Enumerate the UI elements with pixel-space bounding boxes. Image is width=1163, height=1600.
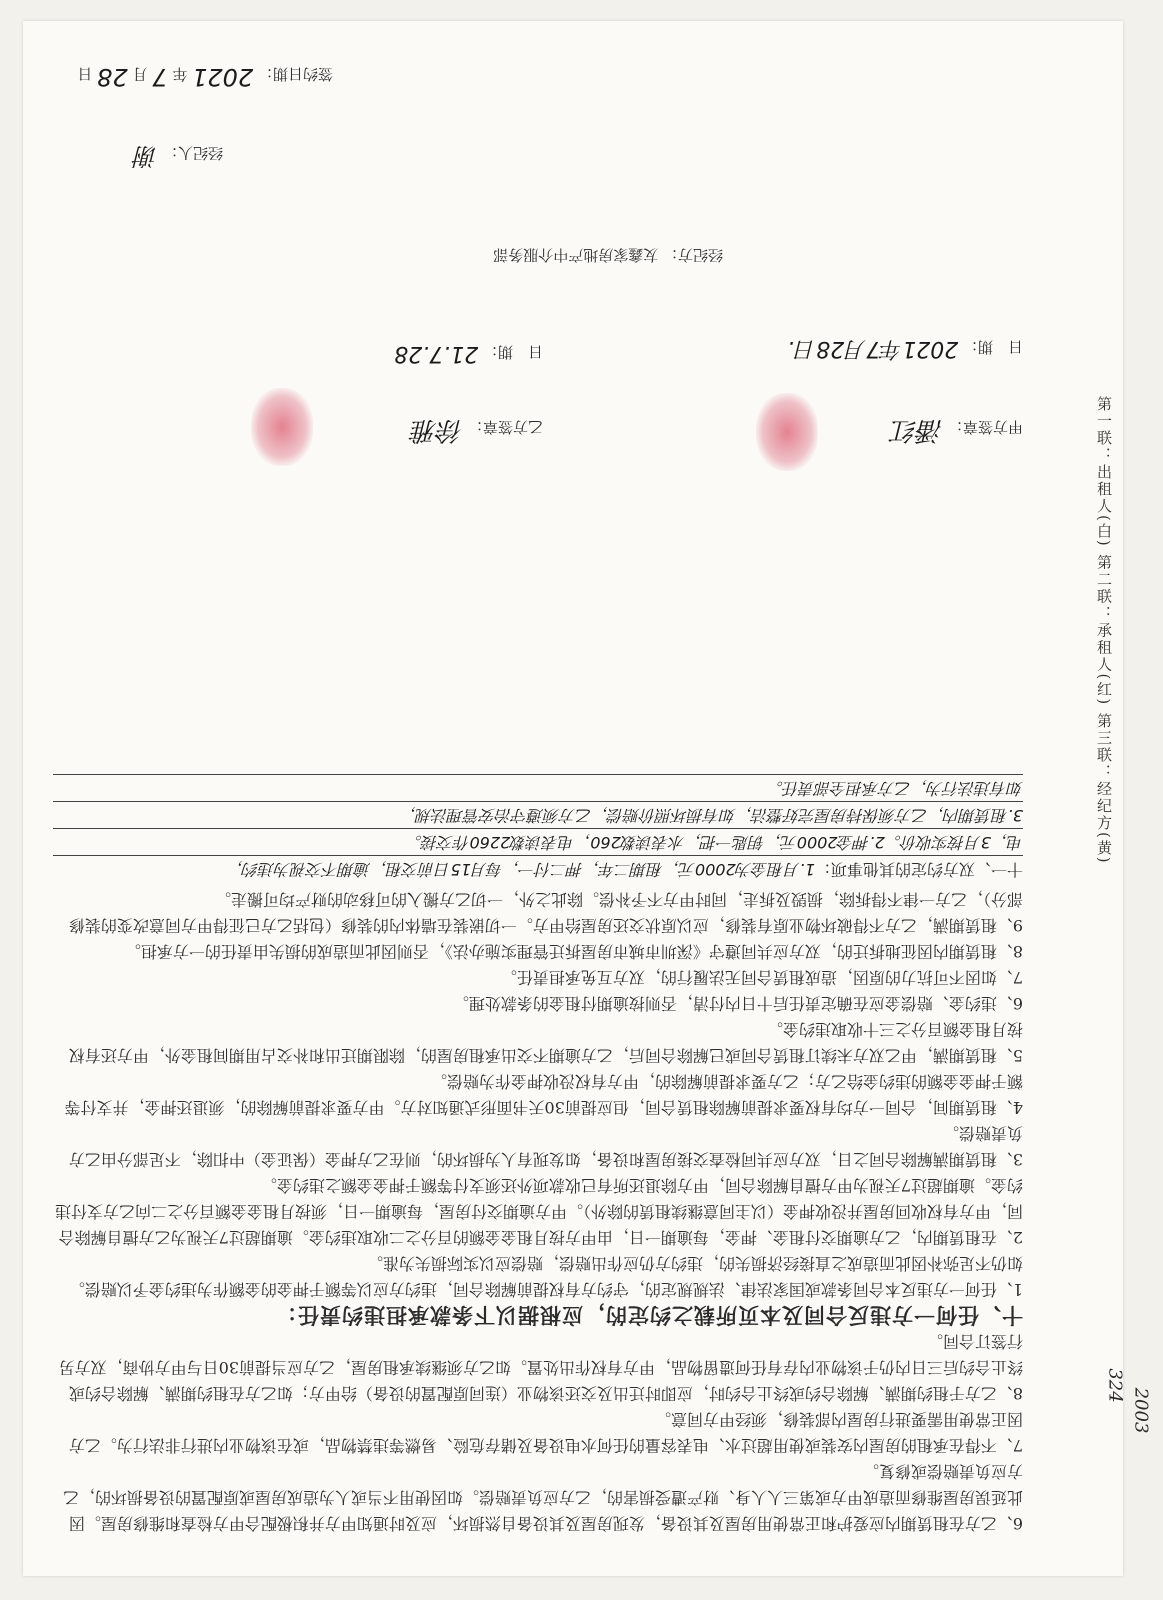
agent-company-label: 经纪方： (662, 246, 723, 264)
fingerprint-a (756, 393, 818, 471)
sign-date-day: 28 (97, 63, 128, 91)
date-b: 21.7.28 (394, 341, 479, 366)
agent-broker-label: 经纪人： (162, 144, 223, 162)
s10-item-6: 6、违约金、赔偿金应在确定责任后十日内付清，否则按逾期付租金的条款处理。 (452, 994, 1023, 1013)
handwritten-line-3: 3.租赁期内，乙方须保持房屋完好整洁，如有损坏照价赔偿，乙方须遵守治安管理法规， (53, 801, 1023, 828)
agent-broker-row (134, 141, 223, 176)
party-a-label: 甲方签章： (947, 418, 1023, 436)
s10-item-7: 7、如因不可抗力的原因，造成租赁合同无法履行的，双方互免承担责任。 (500, 968, 1023, 987)
s10-item-2: 2、在租赁期内，乙方逾期交付租金、押金，每逾期一日，由甲方按月租金金额的百分之二收取违约金。逾期超过7天视为乙方擅自解除合同，甲方有权收回房屋并没收押金（以主同意继续租赁的除外）。甲方逾期交付房屋，每逾期一日，须按月租金金额百分之二向乙方支付违约金。逾期超过7天视为甲方擅自解除合同，甲方除退还所有已收款项外还须支付等额于押金金额之违约金。 (54, 1176, 1023, 1247)
margin-note-b: 2003 (1130, 1387, 1152, 1434)
sign-date-day-unit: 日 (77, 65, 93, 83)
date-a-label: 日 期： (962, 338, 1023, 356)
date-b-row (394, 341, 543, 366)
sign-date-month-unit: 月 (132, 65, 148, 83)
s10-item-9: 9、租赁期满，乙方不得破坏物业原有装修，应以原状交还房屋给甲方。一切嵌装在墙体内的装修（包括乙方已征得甲方同意改变的装修部分），乙方一律不得拆除，损毁及拆走，同时甲方不予补偿。除此之外，一切乙方搬入的可移动的财产均可搬走。 (68, 890, 1023, 935)
margin-note-a: 324 (1104, 1368, 1126, 1403)
sign-date-year: 2021 (192, 63, 254, 91)
party-b-label: 乙方签章： (467, 418, 543, 436)
s10-item-3: 3、租赁期满解除合同之日，双方应共同检查交接房屋和设备，如发现有人为损坏的，则在乙方押金（保证金）中扣除，不足部分由乙方负责赔偿。 (68, 1124, 1023, 1169)
handwritten-line-1: 1.月租金为2000元，租期二年，押二付一，每月15日前交租，逾期不交视为违约， (226, 860, 815, 879)
s10-item-8: 8、租赁期内因征地拆迁的，双方应共同遵守《深圳市城市房屋拆迁管理实施办法》，否则因此而造成的损失由责任的一方承担。 (124, 942, 1023, 961)
clause-7: 7、不得在承租的房屋内安装或使用超过水、电表容量的任何水电设备及储存危险、易燃等违禁物品，或在该物业内进行非法行为。乙方因正常使用需要进行房屋内部装修，须经甲方同意。 (68, 1410, 1023, 1455)
party-a-sig: 潘红 (891, 415, 944, 445)
sign-date-label: 签约日期： (257, 65, 333, 83)
clause-8: 8、乙方于租约期满、解除合约或终止合约时，应即时迁出及交还该物业（连同原配置的设备）给甲方；如乙方在租约期满、解除合约或终止合约后三日内仍于该物业内存有任何遗留物品，甲方有权作出处置。如乙方须继续承租房屋，乙方应当提前30日与甲方协商，双方另行签订合同。 (58, 1332, 1023, 1403)
contract-body (53, 774, 1023, 1536)
section-11-title: 十一、双方约定的其他事项： (814, 860, 1023, 879)
sign-date-row (77, 63, 333, 91)
fingerprint-b (251, 388, 313, 466)
agent-company-row (493, 245, 723, 266)
party-a-signature (891, 414, 1023, 451)
clause-6: 6、乙方在租赁期内应爱护和正常使用房屋及其设备，发现房屋及其设备自然损坏，应及时通知甲方并积极配合甲方检查和维修房屋。因此延误房屋维修而造成甲方或第三人人身、财产遭受损害的，乙方应负责赔偿。如因使用不当或人为造成房屋或原配置的设备损坏的，乙方应负责赔偿或修复。 (62, 1462, 1023, 1533)
party-b-signature (411, 414, 543, 451)
section-10-title: 十、任何一方违反合同及本页所载之约定的，应根据以下条款承担违约责任： (275, 1303, 1023, 1328)
sign-date-month: 7 (152, 63, 168, 91)
sign-date-year-unit: 年 (172, 65, 188, 83)
agent-company: 友鑫家房地产中介服务部 (493, 246, 659, 264)
s10-item-1: 1、任何一方违反本合同条款或国家法律、法规规定的，守约方有权提前解除合同，违约方应以等额于押金的金额作为违约金予以赔偿。如仍不足弥补因此而造成之直接经济损失的，违约方仍应作出赔偿，赔偿应以实际损失为准。 (68, 1254, 1023, 1299)
s10-item-4: 4、租赁期间，合同一方均有权要求提前解除租赁合同，但应提前30天书面形式通知对方。甲方要求提前解除的，须退还押金，并支付等额于押金金额的违约金给乙方；乙方要求提前解除的，甲方有权没收押金作为赔偿。 (64, 1072, 1023, 1117)
handwritten-line-4: 如有违法行为，乙方承担全部责任。 (53, 774, 1023, 801)
party-b-sig: 徐雅 (411, 415, 464, 445)
date-a: 2021年7月28日. (787, 336, 959, 361)
date-a-row (787, 335, 1023, 366)
section-11-row (53, 855, 1023, 882)
copy-distribution-label: 第一联：出租人(白) 第二联：承租人(红) 第三联：经纪方(黄) (1095, 396, 1113, 865)
contract-sheet (23, 21, 1123, 1576)
agent-broker-sig: 谢 (134, 142, 159, 170)
handwritten-line-2: 电，3月按实收价。2.押金2000元，钥匙一把，水表读数260，电表读数2260作交接。 (53, 828, 1023, 855)
date-b-label: 日 期： (482, 343, 543, 361)
s10-item-5: 5、租赁期满，甲乙双方未续订租赁合同或已解除合同后，乙方逾期不交出承租房屋的，除限期迁出和补交占用期间租金外，甲方还有权按月租金额百分之三十收取违约金。 (68, 1020, 1023, 1065)
